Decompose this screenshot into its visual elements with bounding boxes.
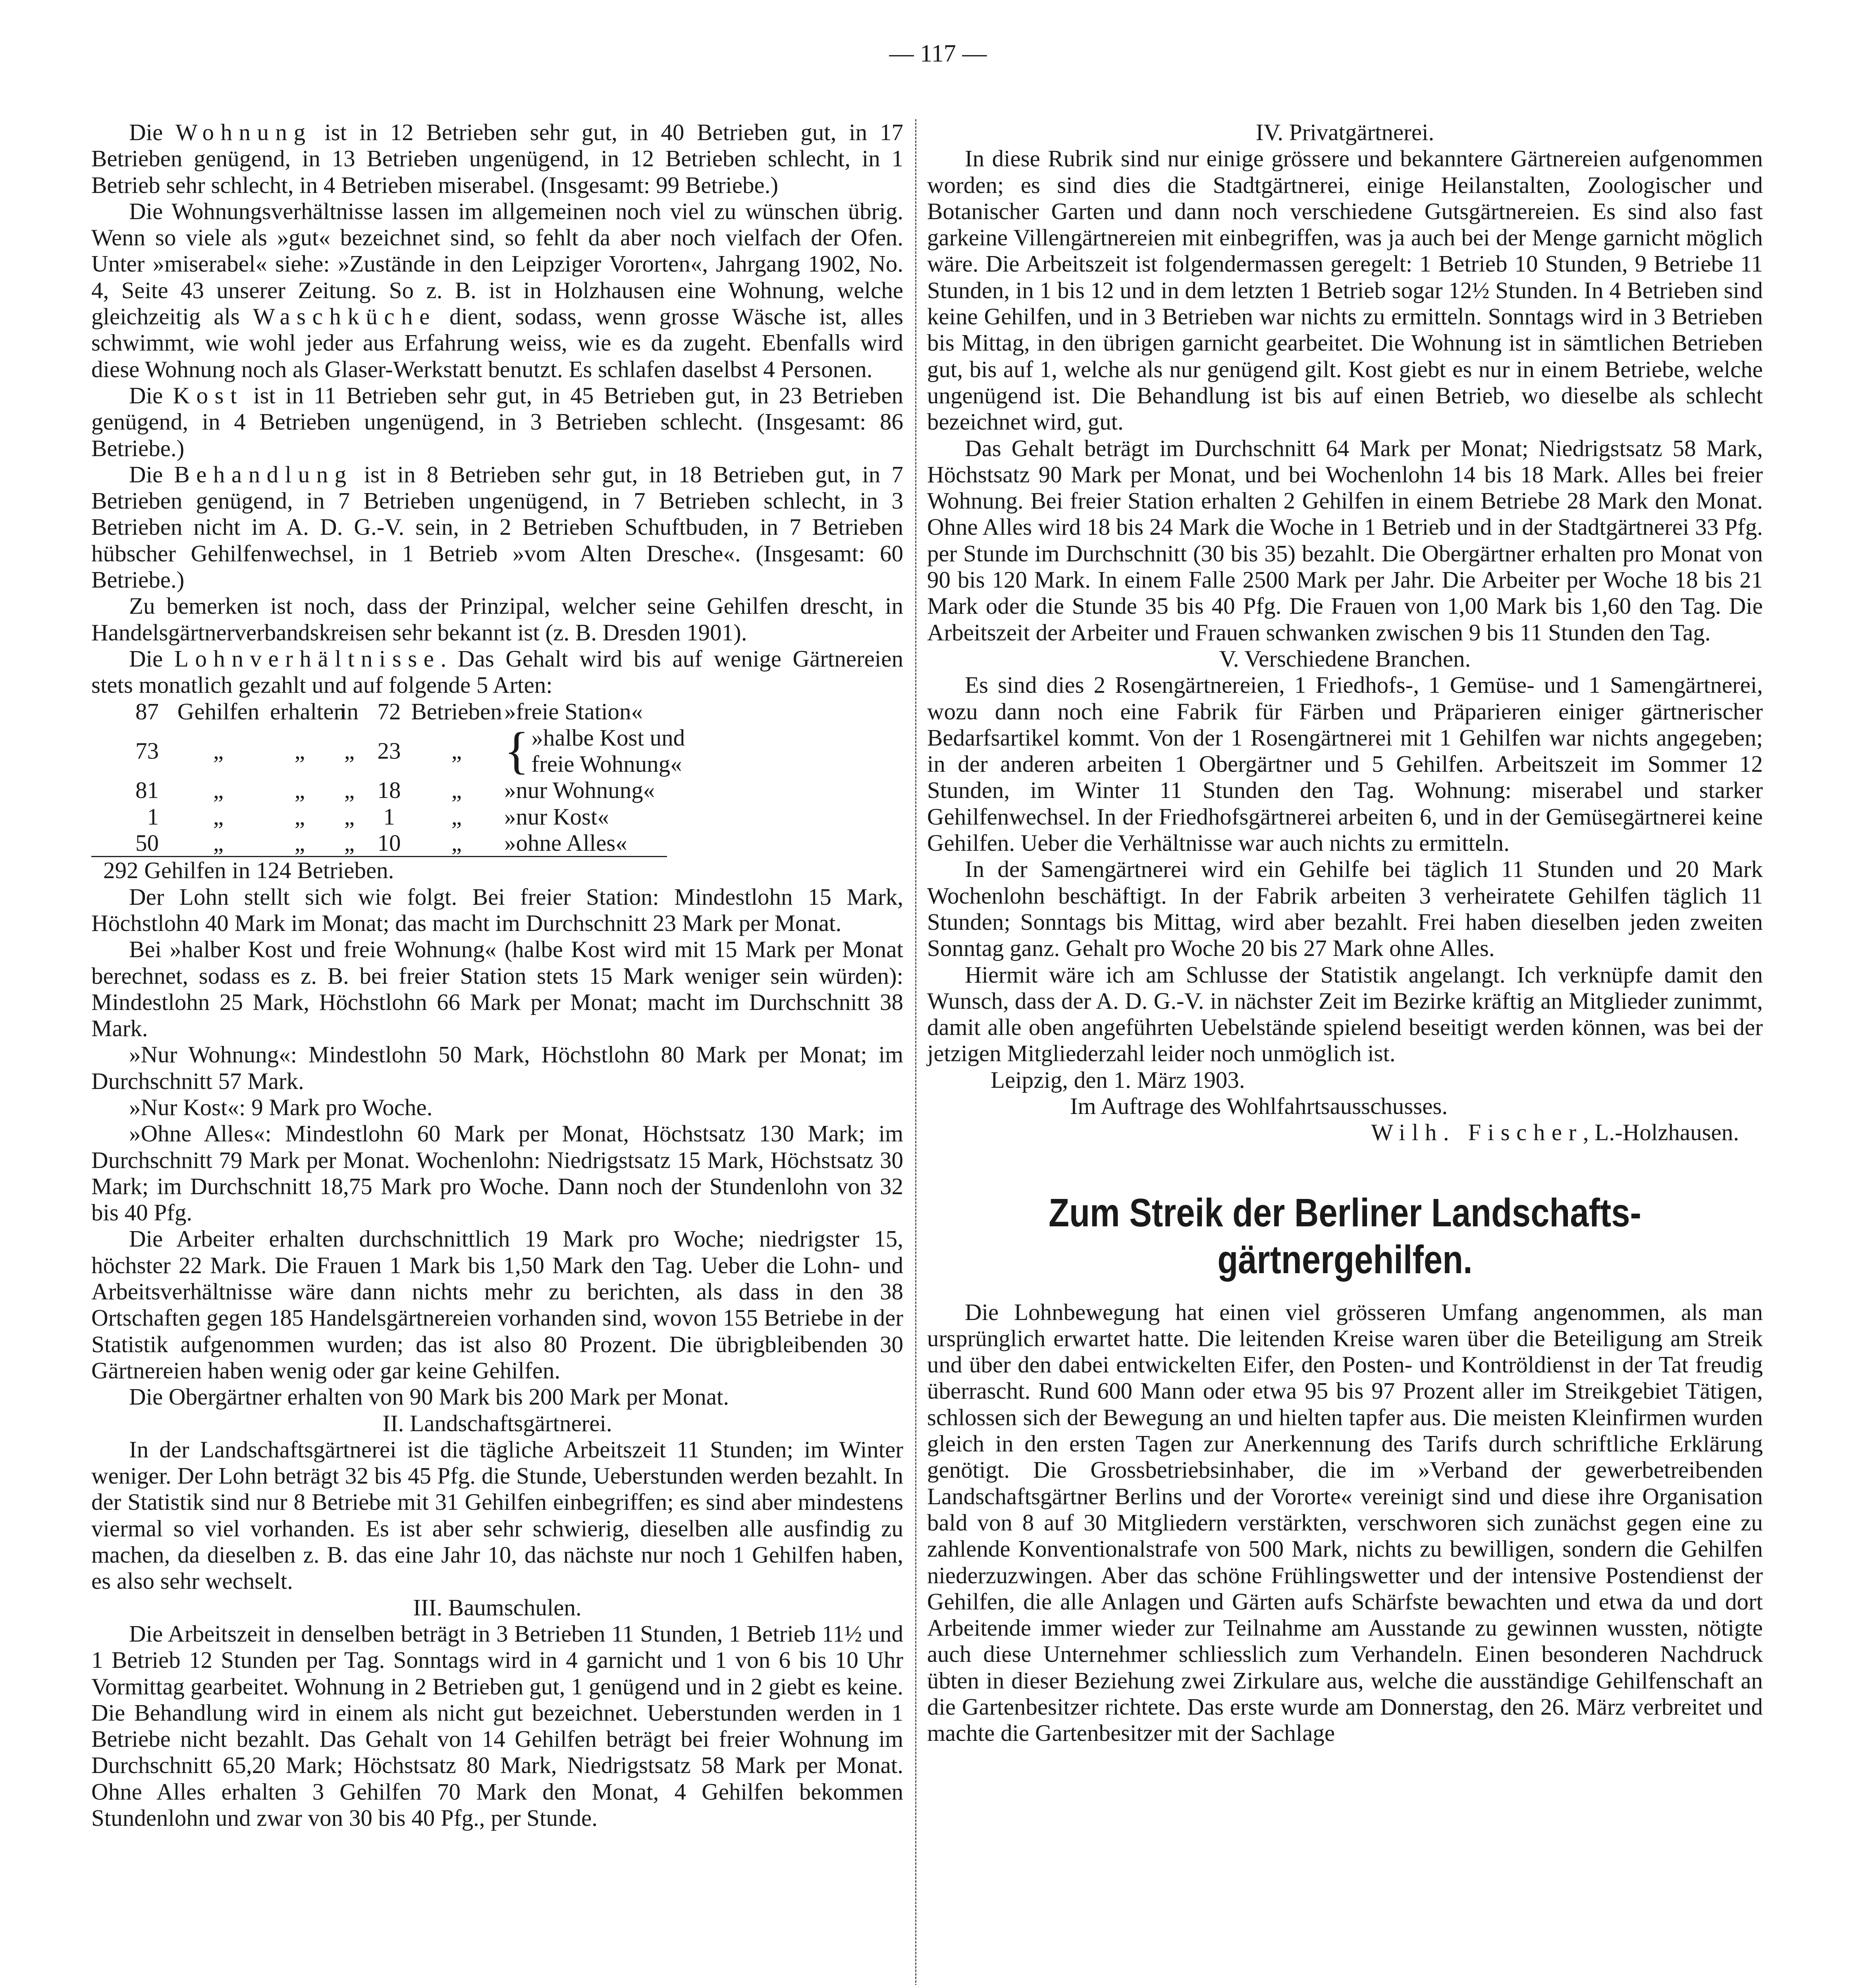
paragraph-baumschulen: Die Arbeitszeit in denselben beträgt in 3 Betrieben 11 Stunden, 1 Betrieb 11½ und 1 Betrieb 12 Stunden per Tag. Sonntags wird in 4 garnicht und 1 von 6 bis 10 Uhr Vormittag gearbeitet. Wohnung in 2 Betrieben gut, 1 genügend und in 2 giebt es keine. Die Behandlung wird in einem als nicht gut bezeichnet. Ueberstunden werden in 1 Betriebe nicht bezahlt. Das Gehalt von 14 Gehilfen beträgt bei freier Wohnung im Durchschnitt 65,20 Mark; Höchstsatz 80 Mark, Niedrigstsatz 58 Mark per Monat. Ohne Alles erhalten 3 Gehilfen 70 Mark den Monat, 4 Gehilfen bekommen Stundenlohn und zwar von 30 bis 40 Pfg., per Stunde.	[91, 1620, 903, 1831]
table-row	[91, 777, 903, 803]
text: Die	[129, 645, 174, 672]
paragraph-landschaftsgaertnerei: In der Landschaftsgärtnerei ist die tägliche Arbeitszeit 11 Stunden; im Winter weniger. Der Lohn beträgt 32 bis 45 Pfg. die Stunde, Ueberstunden werden bezahlt. In der Statistik sind nur 8 Betriebe mit 31 Gehilfen einbegriffen; es sind aber mindestens viermal so viel vorhanden. Es ist aber sehr schwierig, dieselben alle ausfindig zu machen, da dieselben z. B. das eine Jahr 10, das nächste nur noch 1 Gehilfen haben, es also sehr wechselt.	[91, 1436, 903, 1594]
table-cell: „	[294, 777, 305, 804]
article-title-line: Zum Streik der Berliner Landschafts-	[1049, 1190, 1641, 1235]
table-cell-line: »halbe Kost und	[531, 724, 685, 751]
table-cell: »nur Wohnung«	[504, 777, 655, 804]
section-heading: II. Landschaftsgärtnerei.	[382, 1410, 612, 1436]
paragraph-behandlung	[91, 461, 903, 593]
signature	[927, 1119, 1763, 1145]
article-title	[990, 1189, 1700, 1283]
table-cell: Gehilfen	[177, 698, 260, 725]
text: ist in 11 Betrieben sehr gut, in 45 Betrieben gut, in 23 Betrieben genügend, in 4 Betrieben ungenügend, in 3 Betrieben schlecht. (Insgesamt: 86 Betriebe.)	[91, 382, 903, 461]
table-cell: 81	[135, 777, 159, 804]
paragraph-gehalt: Das Gehalt beträgt im Durchschnitt 64 Mark per Monat; Niedrigstsatz 58 Mark, Höchstsatz 90 Mark per Monat, und bei Wochenlohn 14 bis 18 Mark. Alles bei freier Wohnung. Bei freier Station erhalten 2 Gehilfen in einem Betriebe 28 Mark den Monat. Ohne Alles wird 18 bis 24 Mark die Woche in 1 Betrieb und in der Stadtgärtnerei 33 Pfg. per Stunde im Durchschnitt (30 bis 35) bezahlt. Die Obergärtner erhalten pro Monat von 90 bis 120 Mark. In einem Falle 2500 Mark per Jahr. Die Arbeiter per Woche 18 bis 21 Mark oder die Stunde 35 bis 40 Pfg. Die Frauen von 1,00 Mark bis 1,60 den Tag. Die Arbeitszeit der Arbeiter und Frauen schwanken zwischen 9 bis 11 Stunden den Tag.	[927, 435, 1763, 646]
paragraph-privatgaertnerei: In diese Rubrik sind nur einige grössere und bekanntere Gärtnereien aufgenommen worden; es sind dies die Stadtgärtnerei, einige Heilanstalten, Zoologischer und Botanischer Garten und dann noch verschiedene Gutsgärtnereien. Es sind also fast garkeine Villengärtnereien mit einbegriffen, was ja auch bei der Menge garnicht möglich wäre. Die Arbeitszeit ist folgendermassen geregelt: 1 Betrieb 10 Stunden, 9 Betriebe 11 Stunden, in 1 bis 12 und in dem letzten 1 Betrieb sogar 12½ Stunden. In 4 Betrieben sind keine Gehilfen, und in 3 Betrieben war nichts zu ermitteln. Sonntags wird in 3 Betrieben bis Mittag, in den übrigen garnicht gearbeitet. Die Wohnung ist in sämtlichen Betrieben gut, bis auf 1, welche als nur genügend gilt. Kost giebt es nur in einem Betriebe, welche ungenügend ist. Die Behandlung ist bis auf einen Betrieb, wo dieselbe als schlecht bezeichnet wird, gut.	[927, 145, 1763, 435]
table-total-row	[91, 856, 667, 883]
table-cell: „	[294, 803, 305, 830]
table-cell: „	[344, 777, 355, 804]
text: Die	[129, 461, 174, 488]
signature-place: , L.-Holzhausen.	[1583, 1119, 1739, 1146]
table-cell: „	[451, 803, 462, 830]
table-cell: „	[294, 830, 305, 856]
article-title-line: gärtnergehilfen.	[1217, 1237, 1473, 1282]
paragraph-wohnungsverhaeltnisse	[91, 198, 903, 382]
table-cell: „	[213, 830, 224, 856]
table-cell: 18	[377, 777, 401, 804]
table-cell: 50	[135, 830, 159, 856]
table-cell: „	[451, 777, 462, 804]
section-heading: IV. Privatgärtnerei.	[1255, 119, 1434, 145]
table-cell: 73	[135, 737, 159, 764]
spaced-term: Behandlung	[174, 461, 353, 488]
table-cell	[504, 722, 903, 780]
paragraph-lohnverhaeltnisse	[91, 646, 903, 698]
table-cell: »ohne Alles«	[504, 830, 627, 856]
paragraph-obergaertner: Die Obergärtner erhalten von 90 Mark bis 200 Mark per Monat.	[129, 1384, 729, 1410]
paragraph-schluss: Hiermit wäre ich am Schlusse der Statistik angelangt. Ich verknüpfe damit den Wunsch, dass der A. D. G.-V. in nächster Zeit im Bezirke kräftig an Mitglieder zunimmt, damit alle oben angeführten Uebelstände spielend beseitigt werden können, was bei der jetzigen Mitgliederzahl leider noch unmöglich ist.	[927, 961, 1763, 1067]
wage-table	[91, 698, 903, 884]
table-cell: 1	[383, 803, 395, 830]
paragraph-wohnung	[91, 119, 903, 198]
paragraph-prinzipal: Zu bemerken ist noch, dass der Prinzipal, welcher seine Gehilfen drescht, in Handelsgärtnerverbandskreisen sehr bekannt ist (z. B. Dresden 1901).	[91, 593, 903, 646]
table-cell: „	[344, 737, 355, 764]
table-cell: »freie Station«	[504, 698, 643, 725]
dateline: Leipzig, den 1. März 1903.	[991, 1066, 1245, 1093]
text: . Das Gehalt wird bis auf wenige Gärtnereien stets monatlich gezahlt und auf folgende 5 Arten:	[91, 645, 903, 698]
brace-icon: {	[504, 722, 529, 780]
table-cell: in	[340, 698, 359, 725]
signature-name: Wilh. Fischer	[1371, 1119, 1583, 1146]
table-row	[91, 804, 903, 830]
spaced-term: Wohnung	[175, 119, 312, 145]
table-cell: »nur Kost«	[504, 803, 609, 830]
table-cell: 23	[377, 737, 401, 764]
section-heading: III. Baumschulen.	[413, 1594, 582, 1621]
table-cell: „	[344, 830, 355, 856]
table-cell: „	[294, 737, 305, 764]
section-heading: V. Verschiedene Branchen.	[1219, 645, 1471, 672]
table-cell: erhalten	[270, 698, 345, 725]
paragraph-halbe-kost: Bei »halber Kost und freie Wohnung« (halbe Kost wird mit 15 Mark per Monat berechnet, sodass es z. B. bei freier Station stets 15 Mark weniger sein würden): Mindestlohn 25 Mark, Höchstlohn 66 Mark per Monat; macht im Durchschnitt 38 Mark.	[91, 936, 903, 1042]
table-cell-stack	[531, 725, 685, 777]
table-cell: „	[213, 737, 224, 764]
table-cell: „	[344, 803, 355, 830]
page-number: — 117 —	[889, 40, 987, 67]
table-total: 292 Gehilfen in 124 Betrieben.	[103, 857, 394, 884]
article-paragraph: Die Lohnbewegung hat einen viel grösseren Umfang angenommen, als man ursprünglich erwartet hatte. Die leitenden Kreise waren über die Beteiligung am Streik und über den dabei entwickelten Eifer, den Posten- und Kontröldienst in der Tat freudig überrascht. Rund 600 Mann oder etwa 95 bis 97 Prozent aller im Streikgebiet Tätigen, schlossen sich der Bewegung an und hielten tapfer aus. Die meisten Kleinfirmen wurden gleich in den ersten Tagen zur Anerkennung des Tarifs durch schriftliche Erklärung genötigt. Die Grossbetriebsinhaber, die im »Verband der gewerbetreibenden Landschaftsgärtner Berlins und der Vororte« vereinigt sind und diese ihre Organisation bald von 8 auf 30 Mitgliedern verstärkten, verschworen sich zunächst gegen eine zu zahlende Konventionalstrafe von 500 Mark, nichts zu bewilligen, sondern die Gehilfen niederzuzwingen. Aber das schöne Frühlingswetter und der intensive Postendienst der Gehilfen, die alle Anlagen und Gärten aufs Schärfste bewachten und etwa da und dort Arbeitende immer wieder zur Teilnahme am Ausstande zu gewinnen wussten, nötigte auch diese Unternehmer schliesslich zum Verhandeln. Einen besonderen Nachdruck übten in dieser Beziehung zwei Zirkulare aus, welche die ausständige Gehilfenschaft an die Gartenbesitzer richtete. Das erste wurde am Donnerstag, den 26. März verbreitet und machte die Gartenbesitzer mit der Sachlage	[927, 1299, 1763, 1746]
paragraph-kost	[91, 382, 903, 461]
table-cell: „	[451, 737, 462, 764]
paragraph-samengaertnerei: In der Samengärtnerei wird ein Gehilfe bei täglich 11 Stunden und 20 Mark Wochenlohn beschäftigt. In der Fabrik arbeiten 3 verheiratete Gehilfen täglich 11 Stunden; Sonntags bis Mittag, wird aber bezahlt. Frei haben dieselben jeden zweiten Sonntag ganz. Gehalt pro Woche 20 bis 27 Mark ohne Alles.	[927, 856, 1763, 962]
table-row	[91, 830, 903, 856]
paragraph-nur-wohnung: »Nur Wohnung«: Mindestlohn 50 Mark, Höchstlohn 80 Mark per Monat; im Durchschnitt 57 Mark.	[91, 1041, 903, 1094]
text: ist in 8 Betrieben sehr gut, in 18 Betrieben gut, in 7 Betrieben genügend, in 7 Betrieben ungenügend, in 7 Betrieben schlecht, in 3 Betrieben nicht im A. D. G.-V. sein, in 2 Betrieben Schuftbuden, in 7 Betrieben hübscher Gehilfenwechsel, in 1 Betrieb »vom Alten Dresche«. (Insgesamt: 60 Betriebe.)	[91, 461, 903, 593]
table-cell: 10	[377, 830, 401, 856]
table-cell-line: freie Wohnung«	[531, 751, 682, 777]
table-cell: 1	[147, 803, 159, 830]
text: ist in 12 Betrieben sehr gut, in 40 Betrieben gut, in 17 Betrieben genügend, in 13 Betrieben ungenügend, in 12 Betrieben schlecht, in 1 Betrieb sehr schlecht, in 4 Betrieben miserabel. (Insgesamt: 99 Betriebe.)	[91, 119, 903, 198]
commission-line: Im Auftrage des Wohlfahrtsausschusses.	[1070, 1093, 1448, 1119]
text: Die Wohnungsverhältnisse lassen im allgemeinen noch viel zu wünschen übrig. Wenn so viele als »gut« bezeichnet sind, so fehlt da aber noch vielfach der Ofen. Unter »miserabel« siehe: »Zustände in den Leipziger Vororten«, Jahrgang 1902, No. 4, Seite 43 unserer Zeitung. So z. B. ist in Holzhausen eine Wohnung, welche gleichzeitig als	[91, 198, 903, 330]
table-cell: 87	[135, 698, 159, 725]
spaced-term: Lohnverhältnisse	[174, 645, 441, 672]
right-column	[927, 119, 1763, 1746]
text: Die	[129, 382, 173, 409]
paragraph-arbeiter: Die Arbeiter erhalten durchschnittlich 19 Mark pro Woche; niedrigster 15, höchster 22 Mark. Die Frauen 1 Mark bis 1,50 Mark den Tag. Ueber die Lohn- und Arbeitsverhältnisse wäre dann nichts mehr zu berichten, als dass in den 38 Ortschaften gegen 185 Handelsgärtnereien vorhanden sind, wovon 155 Betriebe in der Statistik aufgenommen wurden; das ist also 80 Prozent. Die übrigbleibenden 30 Gärtnereien haben wenig oder gar keine Gehilfen.	[91, 1226, 903, 1384]
paragraph-branchen: Es sind dies 2 Rosengärtnereien, 1 Friedhofs-, 1 Gemüse- und 1 Samengärtnerei, wozu dann noch eine Fabrik für Färben und Präparieren einiger gärtnerischer Bedarfsartikel kommt. Von der 1 Rosengärtnerei mit 1 Gehilfen war nichts angegeben; in der anderen arbeiten 1 Obergärtner und 5 Gehilfen. Arbeitszeit im Sommer 12 Stunden, im Winter 11 Stunden den Tag. Wohnung: miserabel und starker Gehilfenwechsel. In der Friedhofsgärtnerei arbeiten 6, und in der Gemüsegärtnerei keine Gehilfen. Ueber die Verhältnisse war auch nichts zu ermitteln.	[927, 672, 1763, 856]
table-cell: „	[213, 803, 224, 830]
text: dient, sodass, wenn grosse Wäsche ist, alles schwimmt, wie wohl jeder aus Erfahrung weiss, wie es da zugeht. Ebenfalls wird diese Wohnung noch als Glaser-Werkstatt benutzt. Es schlafen daselbst 4 Personen.	[91, 303, 903, 382]
left-column	[91, 119, 903, 1831]
paragraph-ohne-alles: »Ohne Alles«: Mindestlohn 60 Mark per Monat, Höchstsatz 130 Mark; im Durchschnitt 79 Mark per Monat. Wochenlohn: Niedrigstsatz 15 Mark, Höchstsatz 30 Mark; im Durchschnitt 18,75 Mark pro Woche. Dann noch der Stundenlohn von 32 bis 40 Pfg.	[91, 1120, 903, 1226]
table-cell: „	[451, 830, 462, 856]
spaced-term: Kost	[173, 382, 243, 409]
spaced-term: Waschküche	[253, 303, 436, 330]
table-cell: Betrieben	[411, 698, 502, 725]
table-row	[91, 722, 903, 780]
text: Die	[129, 119, 175, 145]
paragraph-nur-kost: »Nur Kost«: 9 Mark pro Woche.	[129, 1094, 433, 1120]
paragraph-lohn-station: Der Lohn stellt sich wie folgt. Bei freier Station: Mindestlohn 15 Mark, Höchstlohn 40 Mark im Monat; das macht im Durchschnitt 23 Mark per Monat.	[91, 883, 903, 936]
table-row	[91, 698, 903, 725]
table-cell: 72	[377, 698, 401, 725]
column-divider	[915, 119, 916, 1985]
table-cell: „	[213, 777, 224, 804]
